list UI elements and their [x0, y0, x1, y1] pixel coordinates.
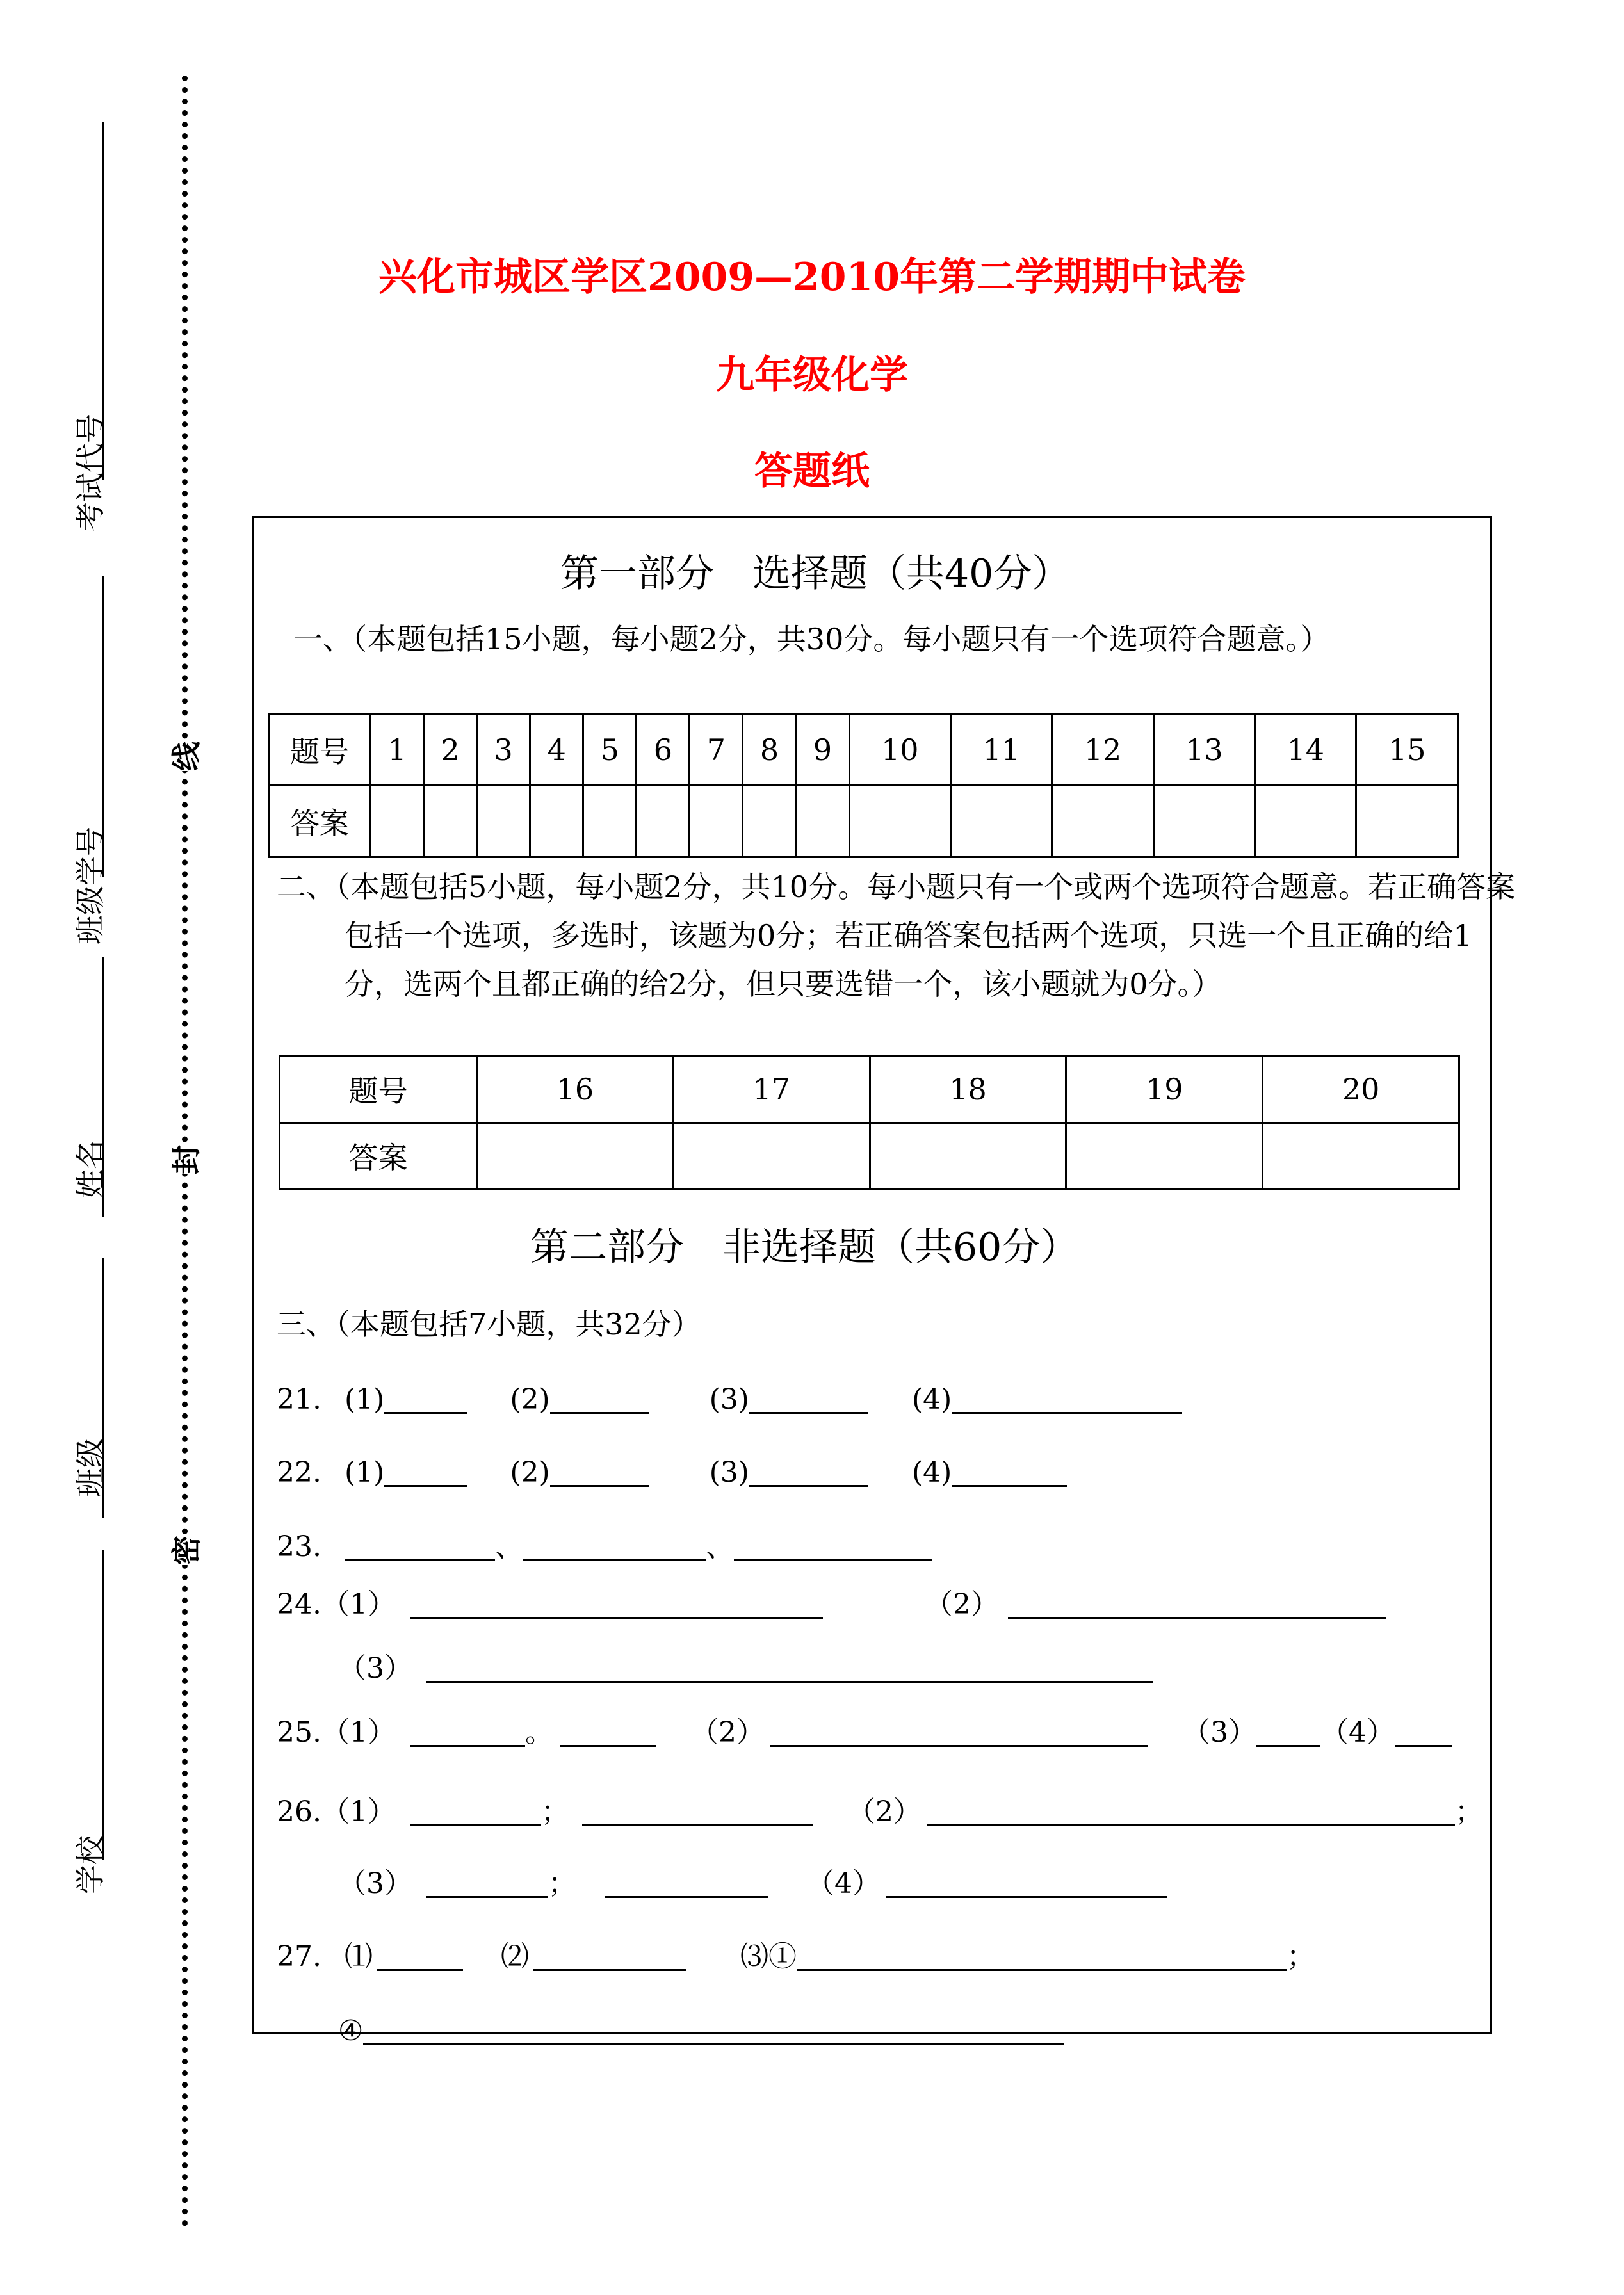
- answer-cell[interactable]: [1263, 1123, 1459, 1189]
- sub-mark: （2）: [924, 1588, 999, 1621]
- answer-cell[interactable]: [1255, 786, 1356, 857]
- answer-blank[interactable]: [1008, 1591, 1386, 1619]
- question-24-continued: [338, 1652, 1153, 1685]
- section2-instructions: 二、（本题包括5小题，每小题2分，共10分。每小题只有一个或两个选项符合题意。若正确答案包括一个选项，多选时，该题为0分；若正确答案包括两个选项，只选一个且正确的给1分，选两个且都正确的给2分，但只要选错一个，该小题就为0分。）: [277, 870, 1516, 1002]
- answer-blank[interactable]: [426, 1870, 548, 1898]
- answer-blank[interactable]: [345, 1534, 495, 1561]
- question-number: 24.: [277, 1588, 321, 1621]
- question-number-cell: 16: [477, 1057, 674, 1123]
- answer-blank[interactable]: [377, 1943, 463, 1971]
- answer-cell[interactable]: [477, 786, 530, 857]
- question-number-cell: 20: [1263, 1057, 1459, 1123]
- sub-mark: ⑶: [740, 1940, 768, 1973]
- punctuation: ；: [1454, 1796, 1483, 1828]
- question-number-cell: 8: [743, 714, 796, 786]
- answer-cell[interactable]: [673, 1123, 870, 1189]
- question-number-cell: 7: [690, 714, 743, 786]
- section1-instructions: 一、（本题包括15小题，每小题2分，共30分。每小题只有一个选项符合题意。）: [293, 622, 1330, 656]
- question-number-cell: 10: [849, 714, 950, 786]
- answer-cell[interactable]: [637, 786, 690, 857]
- question-number: 27.: [277, 1940, 321, 1973]
- question-number-cell: 13: [1153, 714, 1255, 786]
- answer-blank[interactable]: [582, 1799, 813, 1826]
- answer-cell[interactable]: [1052, 786, 1153, 857]
- answer-blank[interactable]: [605, 1870, 768, 1898]
- answer-cell[interactable]: [1356, 786, 1458, 857]
- sub-mark: （1）: [321, 1588, 396, 1621]
- question-26: [277, 1798, 1483, 1826]
- table-row: [269, 786, 1458, 857]
- answer-blank[interactable]: [734, 1534, 932, 1561]
- answer-blank[interactable]: [927, 1799, 1455, 1826]
- question-27-continued: [338, 2017, 1064, 2045]
- answer-blank[interactable]: [749, 1386, 868, 1414]
- school-label: 学校: [73, 1835, 108, 1894]
- exam-code-label: 考试代号: [73, 414, 108, 531]
- sub-mark: ⑴: [344, 1940, 373, 1973]
- answer-cell[interactable]: [1066, 1123, 1263, 1189]
- table-row: [280, 1057, 1459, 1123]
- sub-mark: （3）: [338, 1652, 412, 1685]
- answer-table-2: [279, 1055, 1460, 1190]
- separator: 、: [494, 1530, 523, 1563]
- question-21: [277, 1383, 1182, 1416]
- question-number-cell: 6: [637, 714, 690, 786]
- question-number: 25.: [277, 1716, 321, 1749]
- answer-cell[interactable]: [583, 786, 637, 857]
- question-number-cell: 3: [477, 714, 530, 786]
- question-23: [277, 1530, 932, 1563]
- sub-mark: (3): [709, 1456, 749, 1489]
- class-number-label: 班级学号: [73, 827, 108, 945]
- answer-blank[interactable]: [523, 1534, 706, 1561]
- sub-mark: （4）: [806, 1867, 881, 1900]
- sub-mark: (4): [911, 1383, 952, 1416]
- question-number-cell: 2: [424, 714, 477, 786]
- answer-blank[interactable]: [770, 1719, 1148, 1747]
- question-number-cell: 14: [1255, 714, 1356, 786]
- answer-blank[interactable]: [410, 1591, 823, 1619]
- exam-subtitle: 九年级化学: [716, 353, 908, 398]
- question-number-cell: 5: [583, 714, 637, 786]
- seal-char-line: 线: [158, 742, 211, 771]
- punctuation: 。: [524, 1716, 553, 1749]
- answer-blank[interactable]: [384, 1386, 467, 1414]
- question-number: 22.: [277, 1456, 321, 1489]
- sub-mark: (4): [911, 1456, 952, 1489]
- sub-mark: (1): [344, 1456, 385, 1489]
- answer-blank[interactable]: [886, 1870, 1167, 1898]
- sub-mark: （2）: [690, 1716, 765, 1749]
- sub-mark: （1）: [321, 1716, 396, 1749]
- answer-blank[interactable]: [426, 1655, 1153, 1683]
- sub-mark: (1): [344, 1383, 385, 1416]
- question-number-cell: 9: [796, 714, 849, 786]
- table-row: [280, 1123, 1459, 1189]
- answer-cell[interactable]: [424, 786, 477, 857]
- answer-blank[interactable]: [410, 1719, 525, 1747]
- answer-blank[interactable]: [797, 1943, 1287, 1971]
- section3-instructions: 三、（本题包括7小题，共32分）: [277, 1307, 701, 1342]
- answer-cell[interactable]: [690, 786, 743, 857]
- question-number-cell: 17: [673, 1057, 870, 1123]
- answer-cell[interactable]: [1153, 786, 1255, 857]
- sub-mark: (2): [510, 1383, 550, 1416]
- table-header-cell: 题号: [280, 1057, 477, 1123]
- answer-cell[interactable]: [796, 786, 849, 857]
- answer-blank[interactable]: [1256, 1719, 1320, 1747]
- question-number-cell: 1: [371, 714, 424, 786]
- sub-mark: （4）: [1320, 1716, 1395, 1749]
- sub-mark: ④: [338, 2015, 364, 2047]
- question-number-cell: 15: [1356, 714, 1458, 786]
- sub-mark: （1）: [321, 1796, 396, 1828]
- sub-mark: （3）: [1181, 1716, 1256, 1749]
- margin-line: [102, 1550, 104, 1860]
- question-number-cell: 12: [1052, 714, 1153, 786]
- name-label: 姓名: [73, 1140, 108, 1199]
- answer-sheet-label: 答题纸: [754, 449, 870, 494]
- seal-char-seal: 封: [158, 1145, 211, 1174]
- answer-blank[interactable]: [952, 1459, 1067, 1487]
- punctuation: ；: [540, 1796, 569, 1828]
- question-number-cell: 18: [870, 1057, 1066, 1123]
- answer-blank[interactable]: [749, 1459, 868, 1487]
- answer-blank[interactable]: [1395, 1719, 1452, 1747]
- answer-cell[interactable]: [371, 786, 424, 857]
- question-24: [277, 1588, 1386, 1621]
- question-number-cell: 4: [530, 714, 583, 786]
- answer-blank[interactable]: [952, 1386, 1182, 1414]
- question-25: [277, 1716, 1452, 1749]
- part1-heading: 第一部分 选择题（共40分）: [560, 551, 1071, 596]
- answer-cell[interactable]: [849, 786, 950, 857]
- question-number: 23.: [277, 1530, 321, 1563]
- question-number-cell: 11: [950, 714, 1052, 786]
- answer-cell[interactable]: [870, 1123, 1066, 1189]
- question-number-cell: 19: [1066, 1057, 1263, 1123]
- punctuation: ；: [548, 1867, 576, 1900]
- answer-blank[interactable]: [560, 1719, 656, 1747]
- answer-cell[interactable]: [530, 786, 583, 857]
- table-row: [269, 714, 1458, 786]
- sub-mark: （3）: [338, 1867, 412, 1900]
- answer-cell[interactable]: [950, 786, 1052, 857]
- class-label: 班级: [73, 1438, 108, 1497]
- question-number: 21.: [277, 1383, 321, 1416]
- sub-mark: ⑵: [500, 1940, 529, 1973]
- question-27: [277, 1940, 1315, 1973]
- exam-title: 兴化市城区学区2009—2010年第二学期期中试卷: [378, 255, 1246, 300]
- question-number: 26.: [277, 1796, 321, 1828]
- sub-mark: (3): [709, 1383, 749, 1416]
- answer-blank[interactable]: [384, 1459, 467, 1487]
- answer-cell[interactable]: [743, 786, 796, 857]
- table-header-cell: 答案: [269, 786, 371, 857]
- table-header-cell: 答案: [280, 1123, 477, 1189]
- separator: 、: [705, 1530, 734, 1563]
- part2-heading: 第二部分 非选择题（共60分）: [530, 1225, 1079, 1270]
- answer-blank[interactable]: [550, 1386, 649, 1414]
- answer-blank[interactable]: [550, 1459, 649, 1487]
- sub-mark: （2）: [847, 1796, 922, 1828]
- question-26-continued: [338, 1867, 1167, 1900]
- answer-blank[interactable]: [533, 1943, 686, 1971]
- seal-char-secret: 密: [158, 1536, 211, 1565]
- answer-blank[interactable]: [410, 1799, 541, 1826]
- answer-table-1: [268, 713, 1459, 858]
- punctuation: ；: [1286, 1940, 1315, 1973]
- answer-blank[interactable]: [363, 2018, 1064, 2045]
- sub-mark: (2): [510, 1456, 550, 1489]
- answer-cell[interactable]: [477, 1123, 674, 1189]
- table-header-cell: 题号: [269, 714, 371, 786]
- question-22: [277, 1456, 1067, 1489]
- sub-mark: ①: [768, 1940, 797, 1973]
